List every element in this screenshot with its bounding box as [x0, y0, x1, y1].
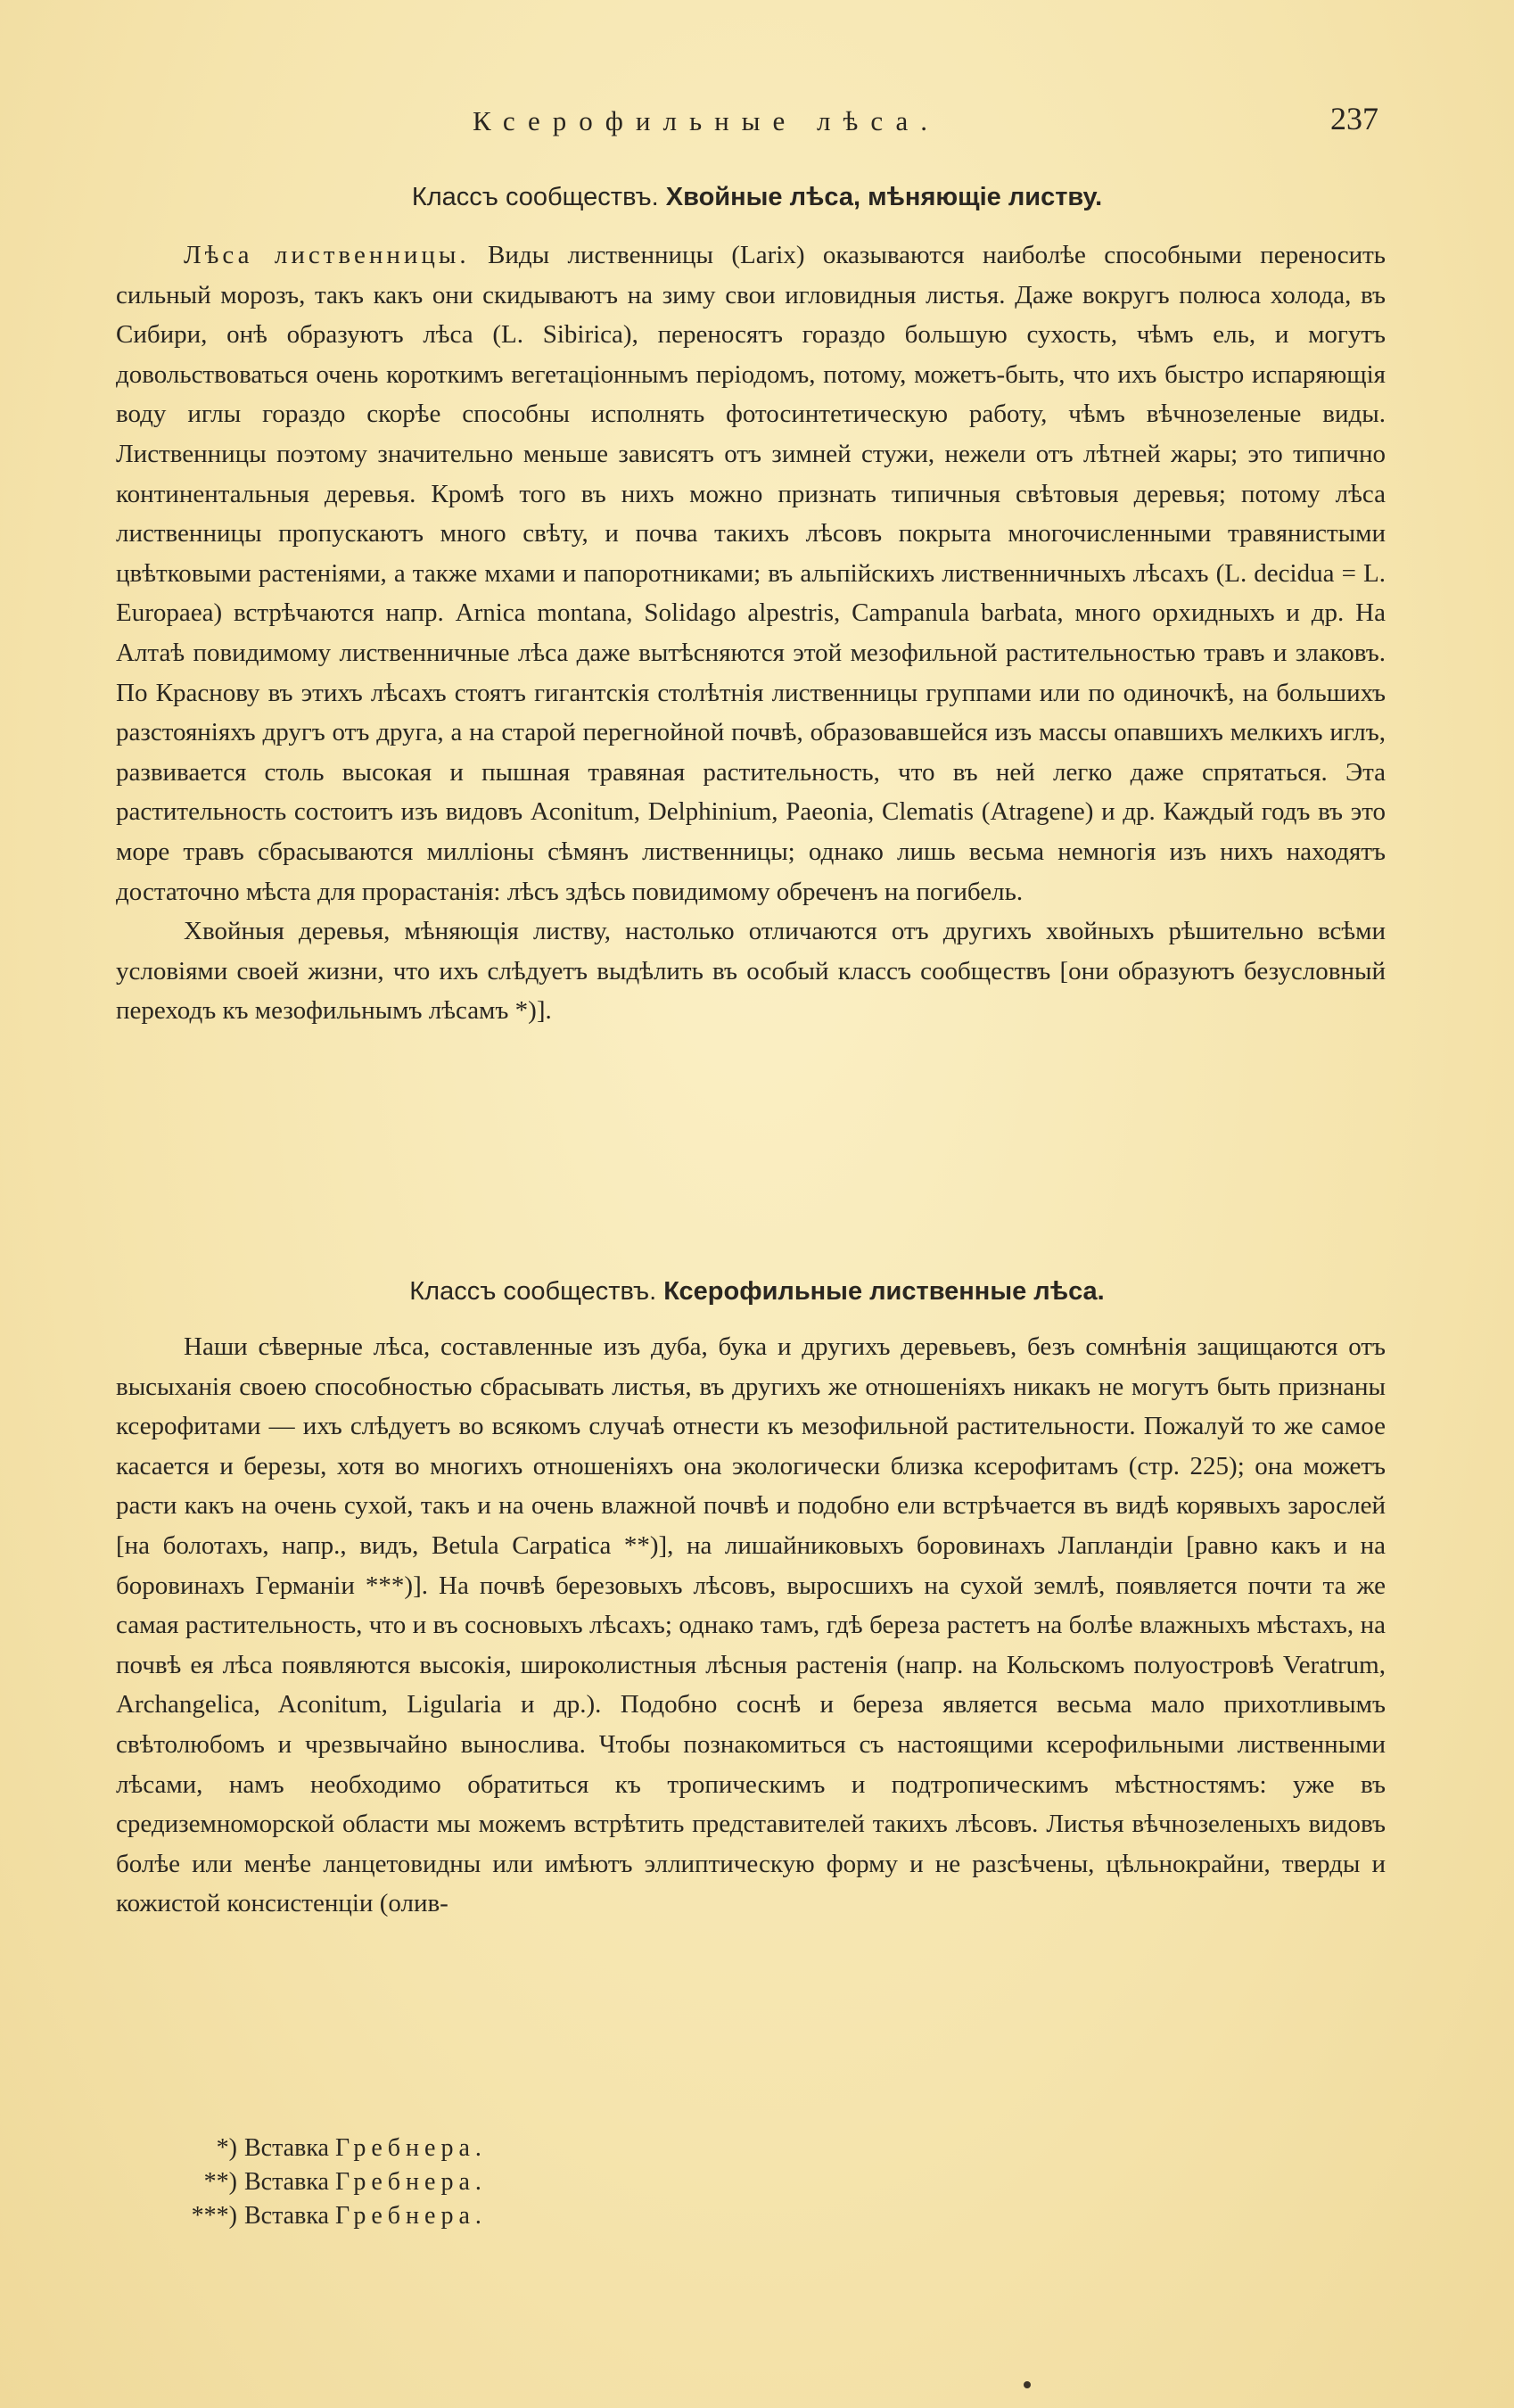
footnote: [175, 2199, 487, 2233]
footnote-prefix: Вставка: [244, 2168, 329, 2196]
paragraph-larch-forests: [116, 235, 1386, 911]
running-head: [0, 101, 1514, 144]
section-1-body: [116, 235, 1386, 1031]
paragraph-xerophilous-forests: Наши сѣверные лѣса, составленные изъ дуба, бука и другихъ деревьевъ, безъ сомнѣнія защищаются отъ высыханія своею способностью сбрасывать листья, въ другихъ же отношеніяхъ никакъ не могутъ быть признаны ксерофитами — ихъ слѣдуетъ во всякомъ случаѣ отнести къ мезофильной растительности. Пожалуй то же самое касается и березы, хотя во многихъ отношеніяхъ она экологически близка ксерофитамъ (стр. 225); она можетъ расти какъ на очень сухой, такъ и на очень влажной почвѣ и подобно ели встрѣчается въ видѣ корявыхъ зарослей [на болотахъ, напр., видъ, Betula Carpatica **)], на лишайниковыхъ боровинахъ Лапландіи [равно какъ и на боровинахъ Германіи ***)]. На почвѣ березовыхъ лѣсовъ, выросшихъ на сухой землѣ, появляется почти та же самая растительность, что и въ сосновыхъ лѣсахъ; однако тамъ, гдѣ береза растетъ на болѣе влажныхъ мѣстахъ, на почвѣ ея лѣса появляются высокія, широколистныя лѣсныя растенія (напр. на Кольскомъ полуостровѣ Veratrum, Archangelica, Aconitum, Ligularia и др.). Подобно соснѣ и береза является весьма мало прихотливымъ свѣтолюбомъ и чрезвычайно вынослива. Чтобы познакомиться съ настоящими ксерофильными лиственными лѣсами, намъ необходимо обратиться къ тропическимъ и подтропическимъ мѣстностямъ: уже въ средиземноморской области мы можемъ встрѣтить представителей такихъ лѣсовъ. Листья вѣчнозеленыхъ видовъ болѣе или менѣе ланцетовидны или имѣютъ эллиптическую форму и не разсѣчены, цѣльнокрайни, тверды и кожистой консистенціи (олив-: [116, 1332, 1386, 1918]
page-number: 237: [1330, 101, 1378, 136]
footnote: [175, 2132, 487, 2165]
section-heading-lead: Классъ сообществъ.: [411, 183, 659, 211]
section-2-body: [116, 1327, 1386, 1924]
footnote-name: Гребнера.: [334, 2202, 487, 2230]
paragraph-deciduous-conifers: Хвойныя деревья, мѣняющія листву, настолько отличаются отъ другихъ хвойныхъ рѣшительно всѣми условіями своей жизни, что ихъ слѣдуетъ выдѣлить въ особый классъ сообществъ [они образуютъ безусловный переходъ къ мезофильнымъ лѣсамъ *)].: [116, 917, 1386, 1026]
paragraph-text: Виды лиственницы (Larix) оказываются наиболѣе способными переносить сильный морозъ, такъ какъ они скидываютъ на зиму свои игловидныя листья. Даже вокругъ полюса холода, въ Сибири, онѣ образуютъ лѣса (L. Sibirica), переносятъ гораздо большую сухость, чѣмъ ель, и могутъ довольствоваться очень короткимъ вегетаціоннымъ періодомъ, потому, можетъ-быть, что ихъ быстро испаряющія воду иглы гораздо скорѣе способны исполнять фотосинтетическую работу, чѣмъ вѣчнозеленые виды. Лиственницы поэтому значительно меньше зависятъ отъ зимней стужи, нежели отъ лѣтней жары; это типично континентальныя деревья. Кромѣ того въ нихъ можно признать типичныя свѣтовыя деревья; потому лѣса лиственницы пропускаютъ много свѣту, и почва такихъ лѣсовъ покрыта многочисленными травянистыми цвѣтковыми растеніями, а также мхами и папоротниками; въ альпійскихъ лиственничныхъ лѣсахъ (L. decidua = L. Europaea) встрѣчаются напр. Arnica montana, Solidago alpestris, Campanula barbata, много орхидныхъ и др. На Алтаѣ повидимому лиственничные лѣса даже вытѣсняются этой мезофильной растительностью травъ и злаковъ. По Краснову въ этихъ лѣсахъ стоятъ гигантскія столѣтнія лиственницы группами или по одиночкѣ, на большихъ разстояніяхъ другъ отъ друга, а на старой перегнойной почвѣ, образовавшейся изъ массы опавшихъ мелкихъ иглъ, развивается столь высокая и пышная травяная растительность, что въ ней легко даже спрятаться. Эта растительность состоитъ изъ видовъ Aconitum, Delphinium, Paeonia, Clematis (Atragene) и др. Каждый годъ въ это море травъ сбрасываются милліоны сѣмянъ лиственницы; однако лишь весьма немногія изъ нихъ находятъ достаточно мѣста для прорастанія: лѣсъ здѣсь повидимому обреченъ на погибель.: [116, 241, 1386, 906]
footnote-prefix: Вставка: [244, 2202, 329, 2230]
footnote-mark: *): [216, 2134, 237, 2162]
section-heading-2: [0, 1277, 1514, 1307]
ink-dot: [1024, 2381, 1031, 2388]
footnote-mark: ***): [191, 2202, 237, 2230]
paragraph-lead: Лѣса лиственницы.: [184, 241, 470, 269]
running-title: Ксерофильные лѣса.: [473, 105, 940, 136]
footnote-name: Гребнера.: [334, 2134, 487, 2162]
footnotes: [175, 2132, 487, 2233]
section-heading-lead: Классъ сообществъ.: [409, 1277, 657, 1306]
section-heading-title: Хвойные лѣса, мѣняющіе листву.: [665, 183, 1103, 211]
footnote-prefix: Вставка: [244, 2134, 329, 2162]
section-heading-1: [0, 183, 1514, 212]
footnote: [175, 2165, 487, 2199]
section-heading-title: Ксерофильные лиственные лѣса.: [663, 1277, 1105, 1306]
footnote-name: Гребнера.: [334, 2168, 487, 2196]
footnote-mark: **): [203, 2168, 237, 2196]
